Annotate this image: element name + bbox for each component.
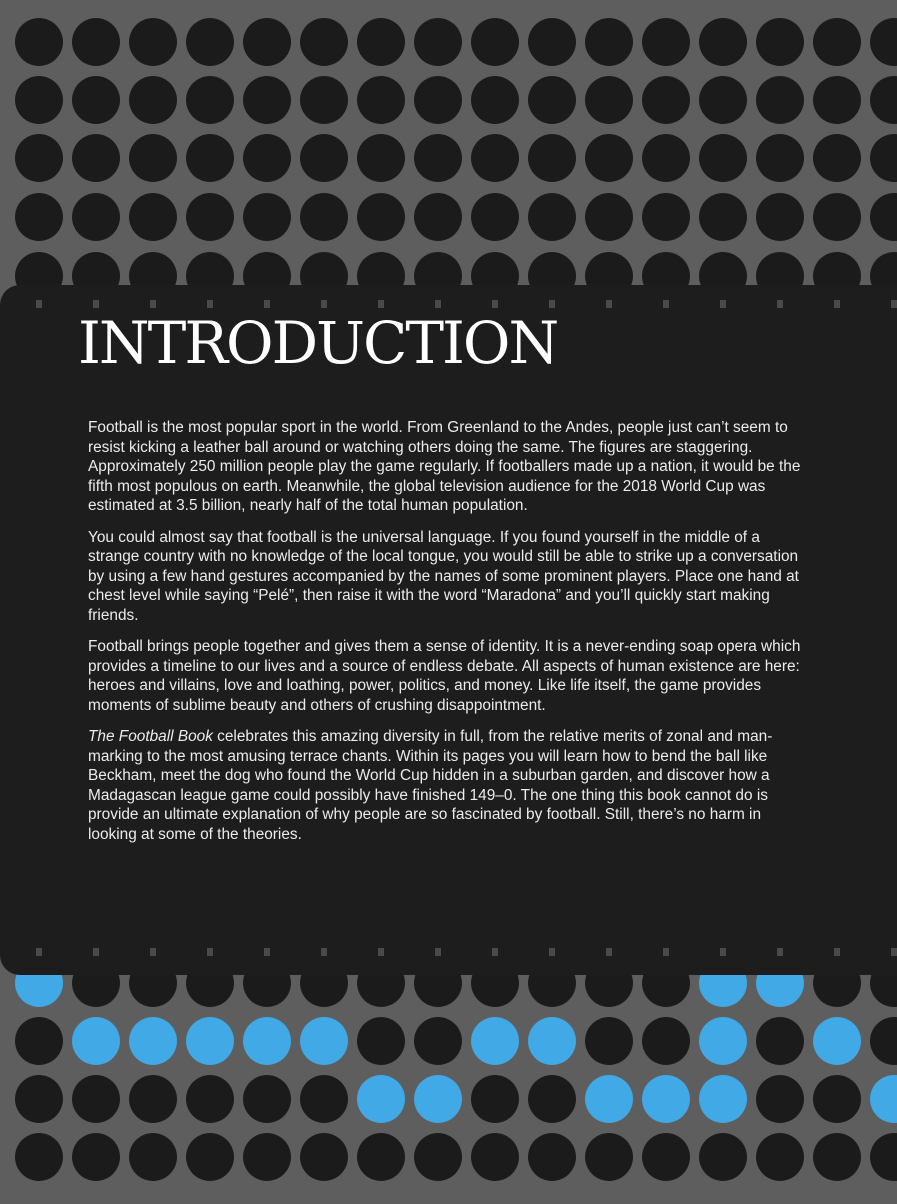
page-title: INTRODUCTION <box>78 309 558 377</box>
dot <box>642 18 690 66</box>
dot <box>357 1017 405 1065</box>
dot <box>585 134 633 182</box>
dot-blue <box>699 1017 747 1065</box>
dot-blue <box>72 1017 120 1065</box>
dot <box>870 18 897 66</box>
dot <box>72 76 120 124</box>
tick-mark <box>549 300 555 308</box>
dot <box>642 76 690 124</box>
dot <box>756 76 804 124</box>
dot <box>243 1075 291 1123</box>
dot <box>699 76 747 124</box>
dot <box>15 76 63 124</box>
dot <box>15 1133 63 1181</box>
dot-blue <box>813 1017 861 1065</box>
dot <box>15 193 63 241</box>
dot <box>357 1133 405 1181</box>
dot <box>414 76 462 124</box>
dot <box>357 18 405 66</box>
dot <box>129 76 177 124</box>
dot <box>300 18 348 66</box>
dot <box>129 134 177 182</box>
dot <box>72 134 120 182</box>
dot-blue <box>300 1017 348 1065</box>
dot <box>471 193 519 241</box>
dot <box>471 18 519 66</box>
dot <box>129 193 177 241</box>
tick-mark <box>264 300 270 308</box>
dot <box>642 193 690 241</box>
tick-mark <box>36 948 42 956</box>
dot-blue <box>243 1017 291 1065</box>
dot <box>756 1017 804 1065</box>
dot-blue <box>642 1075 690 1123</box>
dot <box>72 18 120 66</box>
dot <box>357 134 405 182</box>
dot <box>471 76 519 124</box>
dot <box>471 134 519 182</box>
dot <box>699 1133 747 1181</box>
dot <box>129 18 177 66</box>
dot-blue <box>870 1075 897 1123</box>
paragraph-text: celebrates this amazing diversity in full, from the relative merits of zonal and man-marking to the most amusing terrace chants. Within its pages you will learn how to bend the ball like Beckham, meet the dog who found the World Cup hidden in a suburban garden, and discover how a Madagascan league game could possibly have finished 149–0. The one thing this book cannot do is provide an ultimate explanation of why people are so fascinated by football. Still, there’s no harm in looking at some of the theories. <box>88 728 773 843</box>
dot-blue <box>585 1075 633 1123</box>
dot <box>756 1133 804 1181</box>
tick-mark <box>492 948 498 956</box>
dot <box>414 1017 462 1065</box>
tick-mark <box>834 948 840 956</box>
tick-mark <box>93 300 99 308</box>
dot <box>699 18 747 66</box>
dot <box>870 1133 897 1181</box>
tick-mark <box>378 300 384 308</box>
dot <box>129 1133 177 1181</box>
dot <box>15 1017 63 1065</box>
tick-mark <box>207 948 213 956</box>
dot <box>528 1075 576 1123</box>
dot <box>471 1075 519 1123</box>
tick-mark <box>321 948 327 956</box>
dot <box>813 18 861 66</box>
dot <box>186 18 234 66</box>
dot <box>72 1133 120 1181</box>
dot-blue <box>129 1017 177 1065</box>
tick-mark <box>549 948 555 956</box>
dot <box>186 1133 234 1181</box>
paragraph <box>88 727 808 844</box>
paragraph: Football brings people together and gives them a sense of identity. It is a never-ending soap opera which provides a timeline to our lives and a source of endless debate. All aspects of human existence are here: heroes and villains, love and loathing, power, politics, and money. Like life itself, the game provides moments of sublime beauty and others of crushing disappointment. <box>88 638 801 714</box>
tick-mark <box>663 300 669 308</box>
dot <box>813 193 861 241</box>
body-text <box>88 418 808 856</box>
dot <box>528 18 576 66</box>
tick-mark <box>606 300 612 308</box>
dot <box>186 1075 234 1123</box>
dot <box>813 76 861 124</box>
dot <box>870 193 897 241</box>
dot <box>186 76 234 124</box>
dot <box>15 134 63 182</box>
dot <box>300 76 348 124</box>
tick-mark <box>321 300 327 308</box>
dot <box>357 76 405 124</box>
dot <box>243 76 291 124</box>
tick-mark <box>663 948 669 956</box>
dot <box>300 193 348 241</box>
book-title: The Football Book <box>88 728 213 745</box>
dot-blue <box>414 1075 462 1123</box>
tick-mark <box>777 300 783 308</box>
dot <box>72 193 120 241</box>
dot <box>585 1133 633 1181</box>
dot <box>642 1133 690 1181</box>
dot <box>72 1075 120 1123</box>
dot <box>642 1017 690 1065</box>
dot <box>186 193 234 241</box>
dot <box>528 193 576 241</box>
dot <box>129 1075 177 1123</box>
tick-mark <box>606 948 612 956</box>
tick-mark <box>150 300 156 308</box>
tick-mark <box>378 948 384 956</box>
tick-mark <box>36 300 42 308</box>
tick-mark <box>720 948 726 956</box>
tick-mark <box>150 948 156 956</box>
dot-blue <box>186 1017 234 1065</box>
dot <box>300 1075 348 1123</box>
dot <box>870 134 897 182</box>
dot <box>243 1133 291 1181</box>
paragraph: You could almost say that football is the universal language. If you found yourself in the middle of a strange country with no knowledge of the local tongue, you would still be able to strike up a conversation by using a few hand gestures accompanied by the names of some prominent players. Place one hand at chest level while saying “Pelé”, then raise it with the word “Maradona” and you’ll quickly start making friends. <box>88 528 799 624</box>
tick-mark <box>435 948 441 956</box>
dot <box>300 1133 348 1181</box>
dot <box>870 76 897 124</box>
dot <box>642 134 690 182</box>
dot <box>15 1075 63 1123</box>
dot <box>414 134 462 182</box>
dot <box>357 193 405 241</box>
dot <box>585 1017 633 1065</box>
dot <box>756 134 804 182</box>
dot <box>870 1017 897 1065</box>
dot-blue <box>357 1075 405 1123</box>
dot <box>528 134 576 182</box>
tick-mark <box>264 948 270 956</box>
dot <box>243 18 291 66</box>
dot <box>699 193 747 241</box>
tick-mark <box>891 300 897 308</box>
dot-blue <box>528 1017 576 1065</box>
dot <box>528 1133 576 1181</box>
tick-mark <box>207 300 213 308</box>
dot <box>813 134 861 182</box>
dot <box>414 1133 462 1181</box>
dot <box>15 18 63 66</box>
dot <box>243 193 291 241</box>
dot <box>756 193 804 241</box>
dot-blue <box>699 1075 747 1123</box>
dot <box>813 1133 861 1181</box>
dot <box>585 76 633 124</box>
dot <box>585 18 633 66</box>
dot <box>699 134 747 182</box>
tick-mark <box>435 300 441 308</box>
dot-blue <box>471 1017 519 1065</box>
dot <box>243 134 291 182</box>
dot <box>414 18 462 66</box>
tick-mark <box>777 948 783 956</box>
dot <box>813 1075 861 1123</box>
tick-mark <box>492 300 498 308</box>
paragraph: Football is the most popular sport in the world. From Greenland to the Andes, people just can’t seem to resist kicking a leather ball around or watching others doing the same. The figures are staggering. Approximately 250 million people play the game regularly. If footballers made up a nation, it would be the fifth most populous on earth. Meanwhile, the global television audience for the 2018 World Cup was estimated at 3.5 billion, nearly half of the total human population. <box>88 419 801 514</box>
dot <box>528 76 576 124</box>
dot <box>186 134 234 182</box>
dot <box>585 193 633 241</box>
tick-marks-bottom <box>0 948 897 956</box>
tick-mark <box>720 300 726 308</box>
dot <box>756 1075 804 1123</box>
tick-mark <box>93 948 99 956</box>
dot <box>300 134 348 182</box>
tick-marks-top <box>0 300 897 308</box>
dot <box>414 193 462 241</box>
tick-mark <box>834 300 840 308</box>
dot <box>756 18 804 66</box>
tick-mark <box>891 948 897 956</box>
dot <box>471 1133 519 1181</box>
